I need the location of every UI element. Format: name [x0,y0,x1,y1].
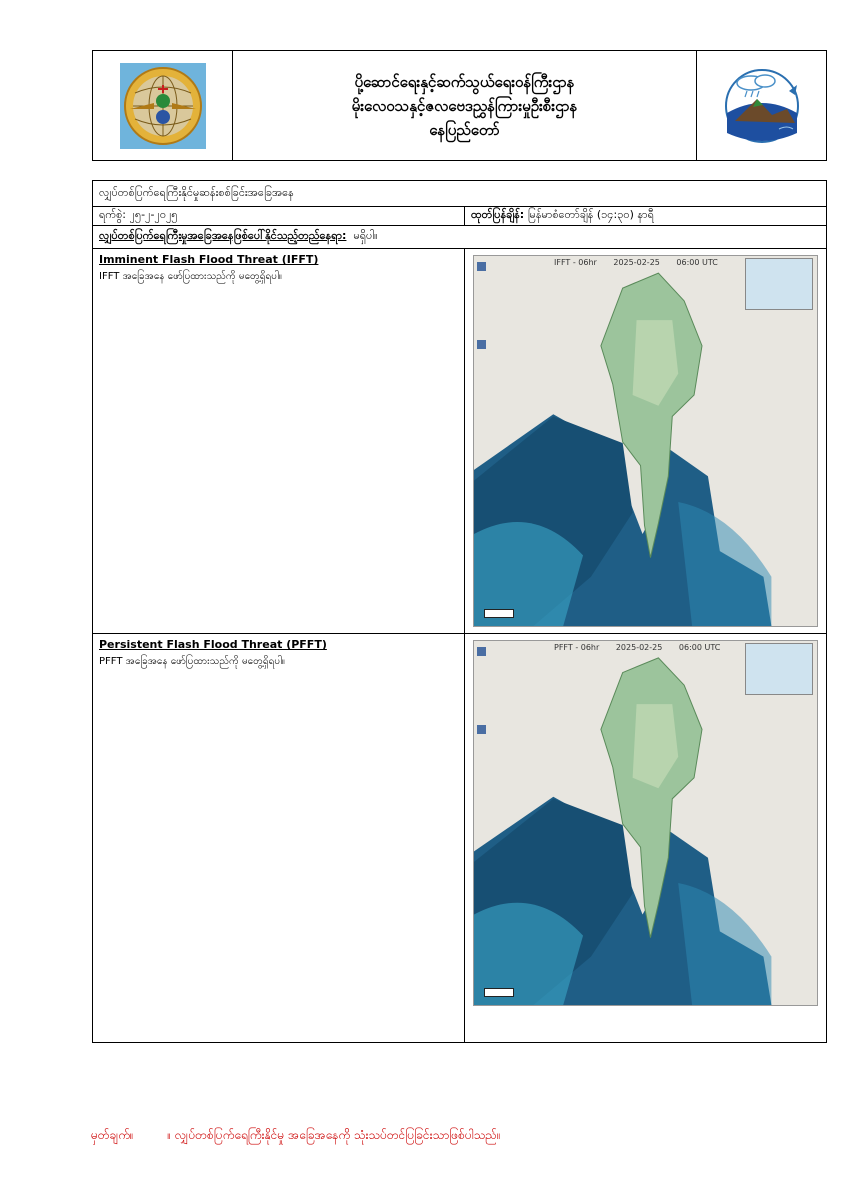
pfft-zoom-out-button[interactable] [477,725,486,734]
pfft-title: Persistent Flash Flood Threat (PFFT) [99,638,327,651]
date-issue-row [93,207,826,226]
date-cell [93,207,465,225]
ifft-scale-bar [484,609,514,618]
pfft-zoom-in-button[interactable] [477,647,486,656]
pfft-map-product: PFFT - 06hr [554,643,600,652]
ifft-map-time: 06:00 UTC [676,258,718,267]
ifft-map-graphic [474,256,817,626]
date-value: ၂၅-၂-၂၀၂၅ [129,208,178,221]
ifft-map-cell [465,249,826,633]
pfft-map [473,640,818,1006]
date-label: ရက်စွဲ: [99,208,126,221]
ifft-section [93,249,826,634]
ministry-emblem-icon [120,63,206,149]
issue-time-label: ထုတ်ပြန်ချိန်: [471,208,525,221]
pfft-text-cell [93,634,465,1042]
threat-area-row [93,226,826,249]
ifft-map-date: 2025-02-25 [613,258,660,267]
header-title-cell [233,51,696,160]
pfft-map-graphic [474,641,817,1005]
threat-area-question: လျှပ်တစ်ပြက်ရေကြီးမှုအခြေအနေဖြစ်ပေါ်နိုင်သည့်တည်နေရာ: [99,229,347,242]
report-title: လျှပ်တစ်ပြက်ရေကြီးနိုင်မှုဆန်းစစ်ခြင်းအခြေအနေ [99,185,294,199]
issue-time-cell [465,207,826,225]
ifft-zoom-in-button[interactable] [477,262,486,271]
logo-left-cell [93,51,233,160]
pfft-inset-map [745,643,813,695]
ifft-title: Imminent Flash Flood Threat (IFFT) [99,253,319,266]
header-line-3: နေပြည်တော် [429,120,500,139]
threat-area-answer: မရှိပါ။ [353,229,378,242]
ifft-map-caption [554,258,732,267]
pfft-section [93,634,826,1042]
header-line-2: မိုးလေဝသနှင့်ဇလဗေဒညွှန်ကြားမှုဦးစီးဌာန [351,96,578,115]
footer-note [91,1127,501,1145]
pfft-map-cell [465,634,826,1042]
pfft-map-time: 06:00 UTC [678,643,721,652]
ifft-description: IFFT အခြေအနေ ဖော်ပြထားသည်ကို မတွေ့ရှိရပါ။ [99,271,282,282]
ifft-text-cell [93,249,465,633]
logo-right-cell [696,51,826,160]
report-table [92,180,827,1043]
ifft-zoom-out-button[interactable] [477,340,486,349]
pfft-description: PFFT အခြေအနေ ဖော်ပြထားသည်ကို မတွေ့ရှိရပါ။ [99,656,285,667]
report-header [92,50,827,161]
header-line-1: ပို့ဆောင်ရေးနှင့်ဆက်သွယ်ရေးဝန်ကြီးဌာန [354,72,575,91]
report-title-row [93,181,826,207]
footer-note-label: မှတ်ချက်။ [91,1128,134,1142]
footer-note-text: ။ လျှပ်တစ်ပြက်ရေကြီးနိုင်မှု အခြေအနေကို သုံးသပ်တင်ပြခြင်းသာဖြစ်ပါသည်။ [167,1128,501,1142]
pfft-map-date: 2025-02-25 [615,643,663,652]
ifft-inset-map [745,258,813,310]
issue-time-value: မြန်မာစံတော်ချိန် (၁၄:၃၀) နာရီ [527,208,654,221]
ifft-map-product: IFFT - 06hr [554,258,597,267]
ifft-map [473,255,818,627]
pfft-scale-bar [484,988,514,997]
pfft-map-caption [554,643,734,652]
water-cycle-logo-icon [717,63,807,149]
